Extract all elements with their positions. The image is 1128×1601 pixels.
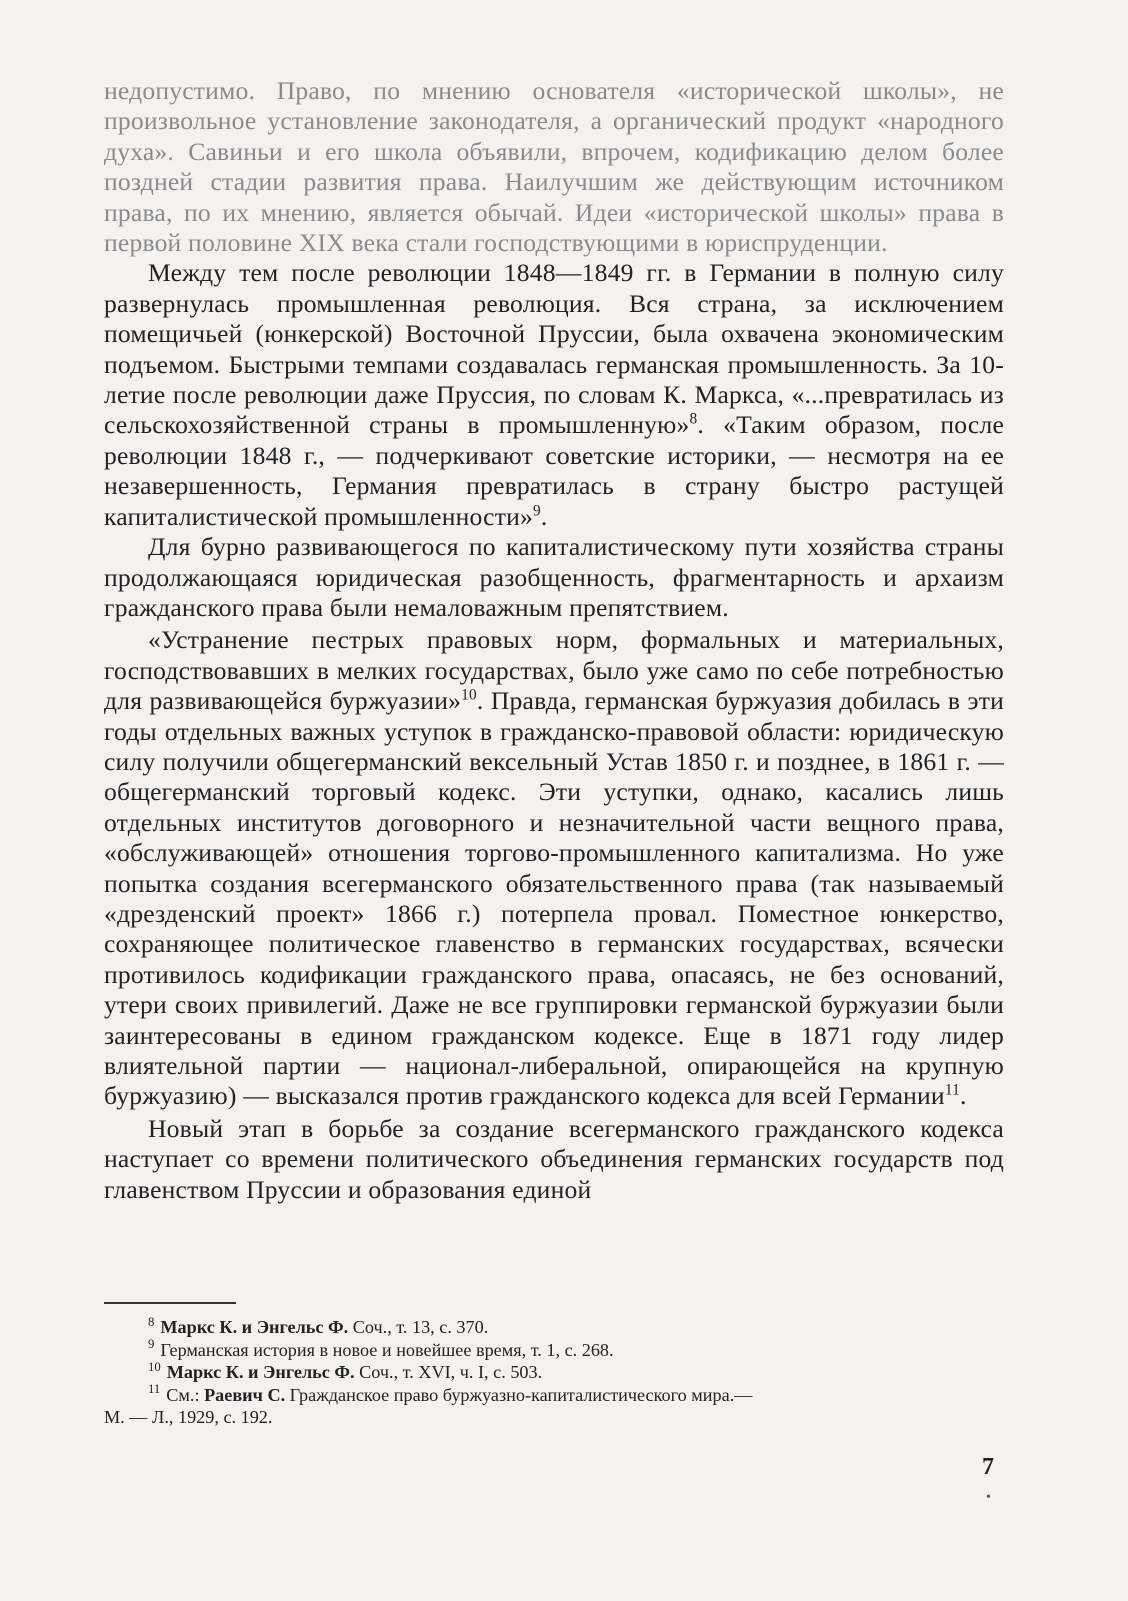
paragraph-continued: недопустимо. Право, по мнению основателя «исторической школы», не произвольное установление законодателя, а органический продукт «народного духа». Савиньи и его школа объявили, впрочем, кодификацию делом более поздней стадии развития права. Наилучшим же действующим источником права, по их мнению, является обычай. Идеи «исторической школы» права в первой половине XIX века стали господствующими в юриспруденции. (104, 76, 1004, 258)
footnote-text: Соч., т. 13, с. 370. (348, 1317, 489, 1337)
footnote-author: Маркс К. и Энгельс Ф. (160, 1317, 349, 1337)
footnote-ref-11[interactable]: 11 (944, 1081, 961, 1099)
footnote-prefix: См.: (166, 1384, 205, 1405)
footnote-text: Соч., т. XVI, ч. I, с. 503. (354, 1362, 543, 1382)
footnote-number: 11 (148, 1382, 161, 1397)
page-number: 7 (982, 1454, 994, 1480)
footnote-ref-9[interactable]: 9 (533, 502, 541, 520)
footnote-ref-10[interactable]: 10 (461, 686, 477, 704)
footnote-9 (104, 1339, 1004, 1362)
text-segment: . Правда, германская буржуазия добилась в эти годы отдельных важных уступок в гражданско-правовой области: юридическую силу получили общегерманский вексельный Устав 1850 г. и позднее, в 1861 г. — общегерманский торговый кодекс. Эти уступки, однако, касались лишь отдельных институтов договорного и незначительной части вещного права, «обслуживающей» отношения торгово-промышленного капитализма. Но уже попытка создания всегерманского обязательственного права (так называемый «дрезденский проект» 1866 г.) потерпела провал. Поместное юнкерство, сохраняющее политическое главенство в германских государствах, всячески противилось кодификации гражданского права, опасаясь, не без оснований, утери своих привилегий. Даже не все группировки германской буржуазии были заинтересованы в едином гражданском кодексе. Еще в 1871 году лидер влиятельной партии — национал-либеральной, опирающейся на крупную буржуазию) — высказался против гражданского кодекса для всей Германии (104, 686, 1005, 1111)
paragraph-revolution (104, 258, 1004, 532)
footnote-author: Маркс К. и Энгельс Ф. (166, 1362, 355, 1382)
footnotes (104, 1316, 1004, 1429)
text-segment: Между тем после революции 1848—1849 гг. в Германии в полную силу развернулась промышленная революция. Вся страна, за исключением помещичьей (юнкерской) Восточной Пруссии, была охвачена экономическим подъемом. Быстрыми темпами создавалась германская промышленность. За 10-летие после революции даже Пруссия, по словам К. Маркса, «...превратилась из сельскохозяйственной страны в промышленную» (104, 258, 1004, 440)
print-speck: • (986, 1490, 991, 1505)
footnote-10 (104, 1361, 1004, 1384)
footnote-8 (104, 1316, 1004, 1339)
footnote-11-continued: М. — Л., 1929, с. 192. (104, 1407, 273, 1427)
footnote-divider (104, 1302, 236, 1304)
footnote-11 (104, 1384, 1004, 1407)
footnote-number: 10 (148, 1359, 161, 1374)
footnote-text: Германская история в новое и новейшее время, т. 1, с. 268. (160, 1339, 614, 1360)
text-segment: . (540, 501, 548, 531)
paragraph-bourgeoisie (104, 625, 1004, 1112)
footnote-author: Раевич С. (204, 1384, 286, 1405)
text-segment: . (960, 1081, 967, 1111)
body-text (104, 76, 1004, 1205)
footnote-number: 9 (148, 1337, 155, 1352)
footnote-ref-8[interactable]: 8 (689, 410, 698, 428)
text-segment: . «Таким образом, после революции 1848 г., — подчеркивают советские историки, — несмотря на ее незавершенность, Германия превратилась в страну быстро растущей капиталистической промышленности» (104, 410, 1005, 531)
footnote-text: Гражданское право буржуазно-капиталистического мира.— (285, 1384, 753, 1405)
paragraph-fragmentation: Для бурно развивающегося по капиталистическому пути хозяйства страны продолжающаяся юридическая разобщенность, фрагментарность и архаизм гражданского права были немаловажным препятствием. (104, 532, 1004, 622)
text-segment: «Устранение пестрых правовых норм, формальных и материальных, господствовавших в мелких государствах, было уже само по себе потребностью для развивающейся буржуазии» (104, 625, 1004, 716)
paragraph-new-stage: Новый этап в борьбе за создание всегерманского гражданского кодекса наступает со времени политического объединения германских государств под главенством Пруссии и образования единой (104, 1113, 1004, 1204)
footnote-number: 8 (148, 1314, 155, 1329)
